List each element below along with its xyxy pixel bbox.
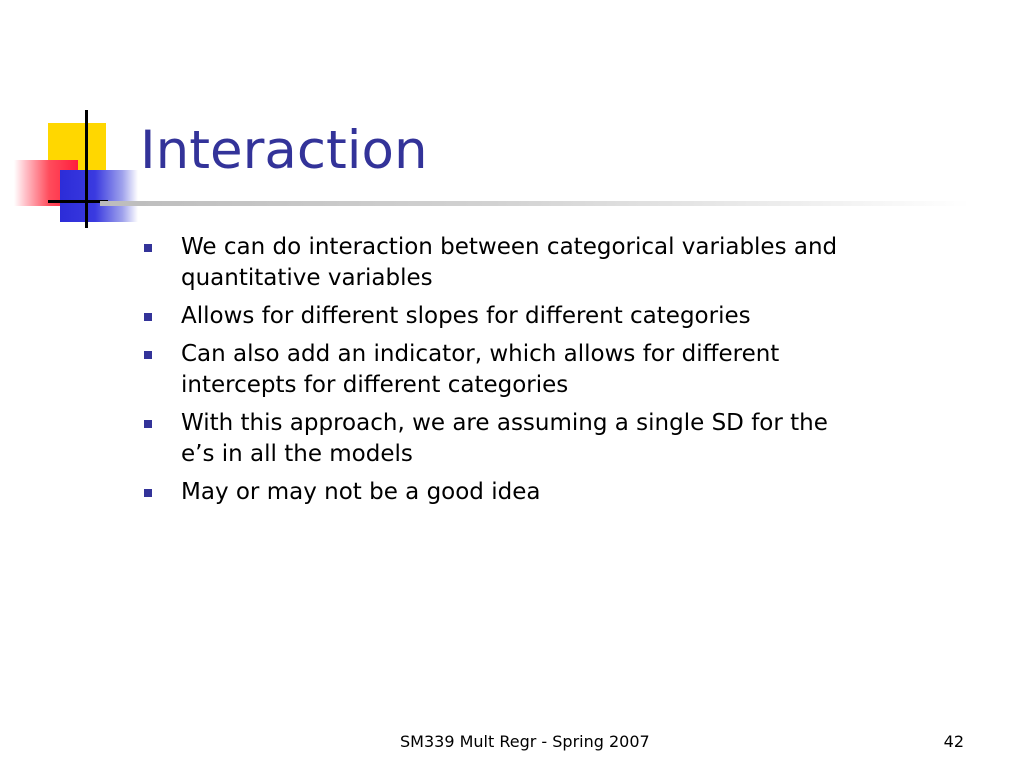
bullet-text: Can also add an indicator, which allows for different intercepts for different categories: [181, 341, 780, 398]
bullet-text: May or may not be a good idea: [181, 479, 541, 505]
bullet-item: [143, 339, 863, 401]
square-bullet-icon: [144, 420, 152, 428]
bullet-item: [143, 408, 863, 470]
bullet-item: [143, 232, 863, 294]
square-bullet-icon: [144, 313, 152, 321]
bullet-item: [143, 477, 863, 508]
vertical-line-decoration: [85, 110, 88, 228]
bullet-item: [143, 301, 863, 332]
slide-number: 42: [943, 732, 964, 751]
blue-block-decoration: [60, 170, 138, 222]
slide-title: Interaction: [140, 120, 428, 181]
square-bullet-icon: [144, 489, 152, 497]
square-bullet-icon: [144, 244, 152, 252]
square-bullet-icon: [144, 351, 152, 359]
bullet-text: We can do interaction between categorical variables and quantitative variables: [181, 234, 838, 291]
bullet-list: [143, 232, 863, 515]
bullet-text: Allows for different slopes for different categories: [181, 303, 751, 329]
title-underline: [100, 201, 970, 206]
slide-footer: SM339 Mult Regr - Spring 2007: [400, 732, 650, 751]
horizontal-line-decoration: [48, 200, 108, 203]
bullet-text: With this approach, we are assuming a single SD for the e’s in all the models: [181, 410, 828, 467]
